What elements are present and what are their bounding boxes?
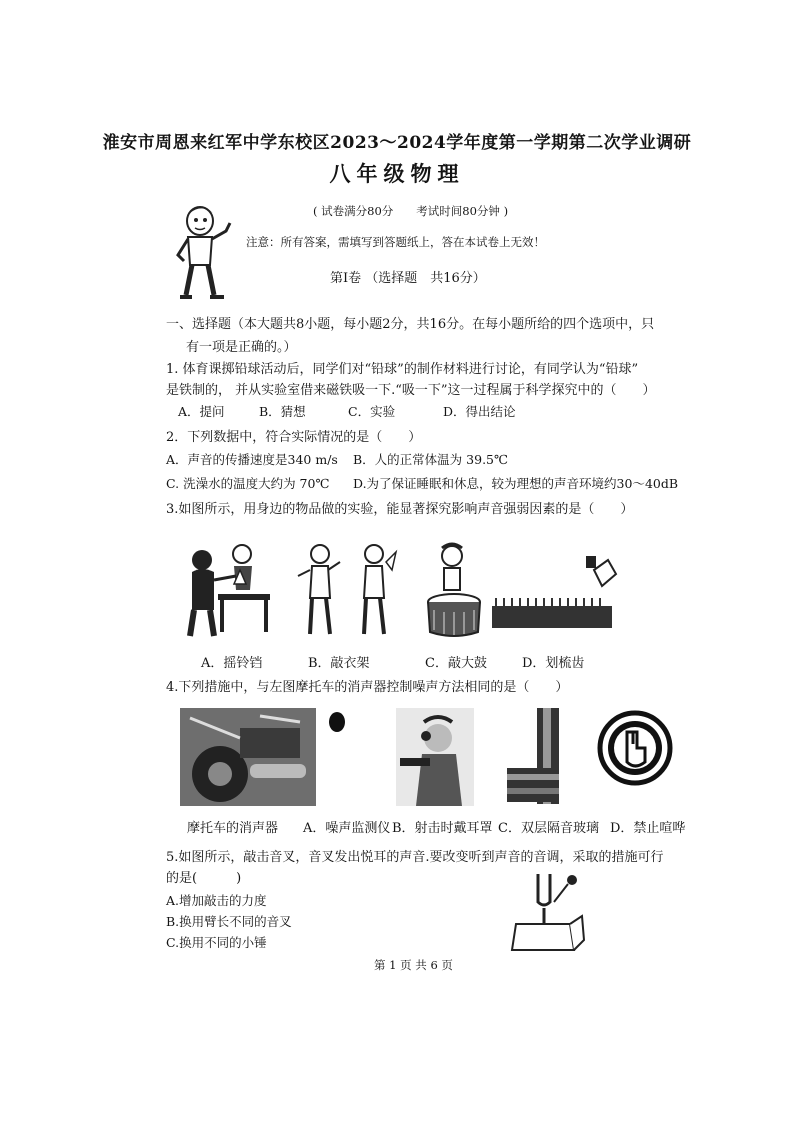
question-1-option-c: C．实验 (348, 404, 396, 419)
cartoon-student-illustration (170, 203, 236, 303)
q3-caption-b: B．敲衣架 (308, 656, 370, 671)
q4-caption-c: C．双层隔音玻璃 (498, 821, 599, 836)
question-1-option-b: B．猜想 (259, 404, 306, 419)
question-5-option-b: B.换用臂长不同的音叉 (166, 914, 292, 929)
photo-noise-monitor (322, 708, 352, 806)
figure-comb (490, 550, 620, 640)
q3-caption-d: D．划梳齿 (522, 656, 585, 671)
tuning-fork-illustration (510, 868, 590, 952)
question-1-line1: 1. 体育课掷铅球活动后，同学们对“铅球”的制作材料进行讨论，有同学认为“铅球” (166, 362, 639, 377)
figure-beating-drum (420, 540, 490, 640)
photo-motorcycle-muffler (180, 708, 316, 806)
question-2-option-c: C. 洗澡水的温度大约为 70℃ (166, 476, 330, 491)
question-5-option-a: A.增加敲击的力度 (166, 893, 267, 908)
question-5-line2: 的是( ) (166, 871, 242, 886)
section-heading: 一、选择题（本大题共8小题，每小题2分，共16分。在每小题所给的四个选项中，只 (166, 317, 655, 332)
question-5-line1: 5.如图所示，敲击音叉，音叉发出悦耳的声音.要改变听到声音的音调，采取的措施可行 (166, 850, 664, 865)
question-1-option-a: A．提问 (178, 404, 225, 419)
subject-title: 八年级物理 (329, 161, 465, 186)
question-5-option-c: C.换用不同的小锤 (166, 935, 267, 950)
figure-ringing-bell (180, 540, 275, 640)
question-2-option-b: B．人的正常体温为 39.5℃ (353, 452, 508, 467)
part-title: 第Ⅰ卷 （选择题 共16分） (330, 271, 486, 286)
photo-double-glazing (507, 708, 567, 804)
question-2-option-a: A．声音的传播速度是340 m/s (166, 452, 338, 467)
question-1-option-d: D．得出结论 (443, 404, 516, 419)
question-2-option-d: D.为了保证睡眠和休息，较为理想的声音环境约30～40dB (353, 476, 679, 491)
q4-caption-muffler: 摩托车的消声器 (187, 821, 279, 836)
figure-hitting-hanger (292, 540, 402, 640)
q4-caption-b: B．射击时戴耳罩 (392, 821, 493, 836)
q3-caption-c: C．敲大鼓 (425, 656, 487, 671)
exam-title: 淮安市周恩来红军中学东校区2023～2024学年度第一学期第二次学业调研 (102, 133, 692, 153)
no-noise-sign-icon (597, 710, 673, 786)
q4-caption-d: D．禁止喧哗 (610, 821, 686, 836)
q3-caption-a: A．摇铃铛 (201, 656, 263, 671)
page-number: 第 1 页 共 6 页 (374, 958, 453, 972)
section-heading-cont: 有一项是正确的。） (186, 340, 297, 355)
question-4-stem: 4.下列措施中，与左图摩托车的消声器控制噪声方法相同的是（ ） (166, 680, 569, 695)
question-1-line2: 是铁制的， 并从实验室借来磁铁吸一下.“吸一下”这一过程属于科学探究中的（ ） (166, 383, 656, 398)
question-3-stem: 3.如图所示，用身边的物品做的实验，能显著探究影响声音强弱因素的是（ ） (166, 502, 634, 517)
q4-caption-a: A．噪声监测仪 (303, 821, 391, 836)
question-2-stem: 2．下列数据中，符合实际情况的是（ ） (166, 430, 422, 445)
exam-info: ( 试卷满分80分 考试时间80分钟 ) (313, 204, 509, 218)
photo-shooting-earmuffs (396, 708, 474, 806)
exam-notice: 注意：所有答案，需填写到答题纸上，答在本试卷上无效！ (246, 235, 545, 249)
